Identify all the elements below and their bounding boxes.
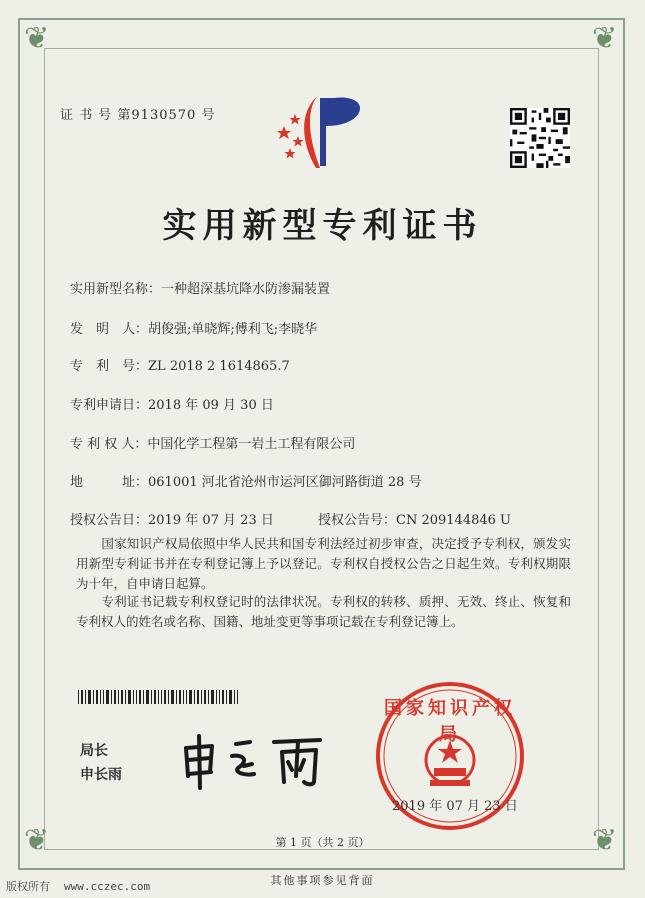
corner-ornament-icon: ❦ <box>24 823 50 858</box>
qr-code-icon <box>510 108 570 168</box>
field-inventor-value: 胡俊强;单晓辉;傅利飞;李晓华 <box>148 322 318 337</box>
field-owner-value: 中国化学工程第一岩土工程有限公司 <box>147 437 356 452</box>
watermark-site: www.cczec.com <box>64 880 151 893</box>
field-address-value: 061001 河北省沧州市运河区御河路街道 28 号 <box>148 475 422 490</box>
field-grant-number <box>318 509 511 528</box>
certificate-number-value: 9130570 <box>131 108 197 123</box>
watermark-copyright: 版权所有 <box>6 880 50 893</box>
field-owner <box>70 433 355 452</box>
corner-ornament-icon: ❦ <box>24 21 50 56</box>
body-paragraph-1: 国家知识产权局依照中华人民共和国专利法经过初步审查，决定授予专利权，颁发实用新型专利证书并在专利登记簿上予以登记。专利权自授权公告之日起生效。专利权期限为十年，自申请日起算。 <box>76 536 571 591</box>
body-paragraph-2: 专利证书记载专利权登记时的法律状况。专利权的转移、质押、无效、终止、恢复和专利权人的姓名或名称、国籍、地址变更等事项记载在专利登记簿上。 <box>76 594 571 629</box>
seal-label: 国家知识产权局 <box>384 698 516 745</box>
certificate-number-label: 证 书 号 第 <box>60 108 132 123</box>
field-patent-number-label: 专 利 号： <box>70 359 149 374</box>
field-patent-number <box>70 355 290 374</box>
barcode-icon <box>78 690 238 704</box>
field-grant-date <box>70 509 274 528</box>
director-name: 申长雨 <box>80 767 122 783</box>
field-grant-date-label: 授权公告日： <box>70 513 149 528</box>
field-owner-label: 专 利 权 人： <box>70 437 148 452</box>
field-apply-date-value: 2018 年 09 月 30 日 <box>148 398 274 413</box>
field-name-label: 实用新型名称： <box>70 282 162 297</box>
field-address <box>70 471 422 490</box>
field-grant-date-value: 2019 年 07 月 23 日 <box>148 513 274 528</box>
watermark <box>6 878 150 894</box>
field-name <box>70 278 330 297</box>
field-grant-number-value: CN 209144846 U <box>396 513 511 528</box>
certificate-title: 实用新型专利证书 <box>162 206 483 246</box>
field-inventor-label: 发 明 人： <box>70 322 149 337</box>
certificate-number-suffix: 号 <box>201 108 216 123</box>
footer-note: 其他事项参见背面 <box>270 874 375 887</box>
page-number: 第 1 页（共 2 页） <box>275 836 370 849</box>
certificate-number <box>60 104 215 123</box>
field-apply-date <box>70 394 274 413</box>
field-inventor <box>70 318 317 337</box>
field-name-value: 一种超深基坑降水防渗漏装置 <box>161 282 331 297</box>
handwritten-signature <box>178 730 328 790</box>
field-grant-number-label: 授权公告号： <box>318 513 397 528</box>
cnipa-logo-icon <box>268 92 378 174</box>
seal-date: 2019 年 07 月 23 日 <box>392 799 518 814</box>
corner-ornament-icon: ❦ <box>592 823 618 858</box>
field-patent-number-value: ZL 2018 2 1614865.7 <box>148 359 290 374</box>
field-apply-date-label: 专利申请日： <box>70 398 149 413</box>
field-address-label: 地 址： <box>70 475 149 490</box>
director-role: 局长 <box>80 743 108 759</box>
corner-ornament-icon: ❦ <box>592 21 618 56</box>
